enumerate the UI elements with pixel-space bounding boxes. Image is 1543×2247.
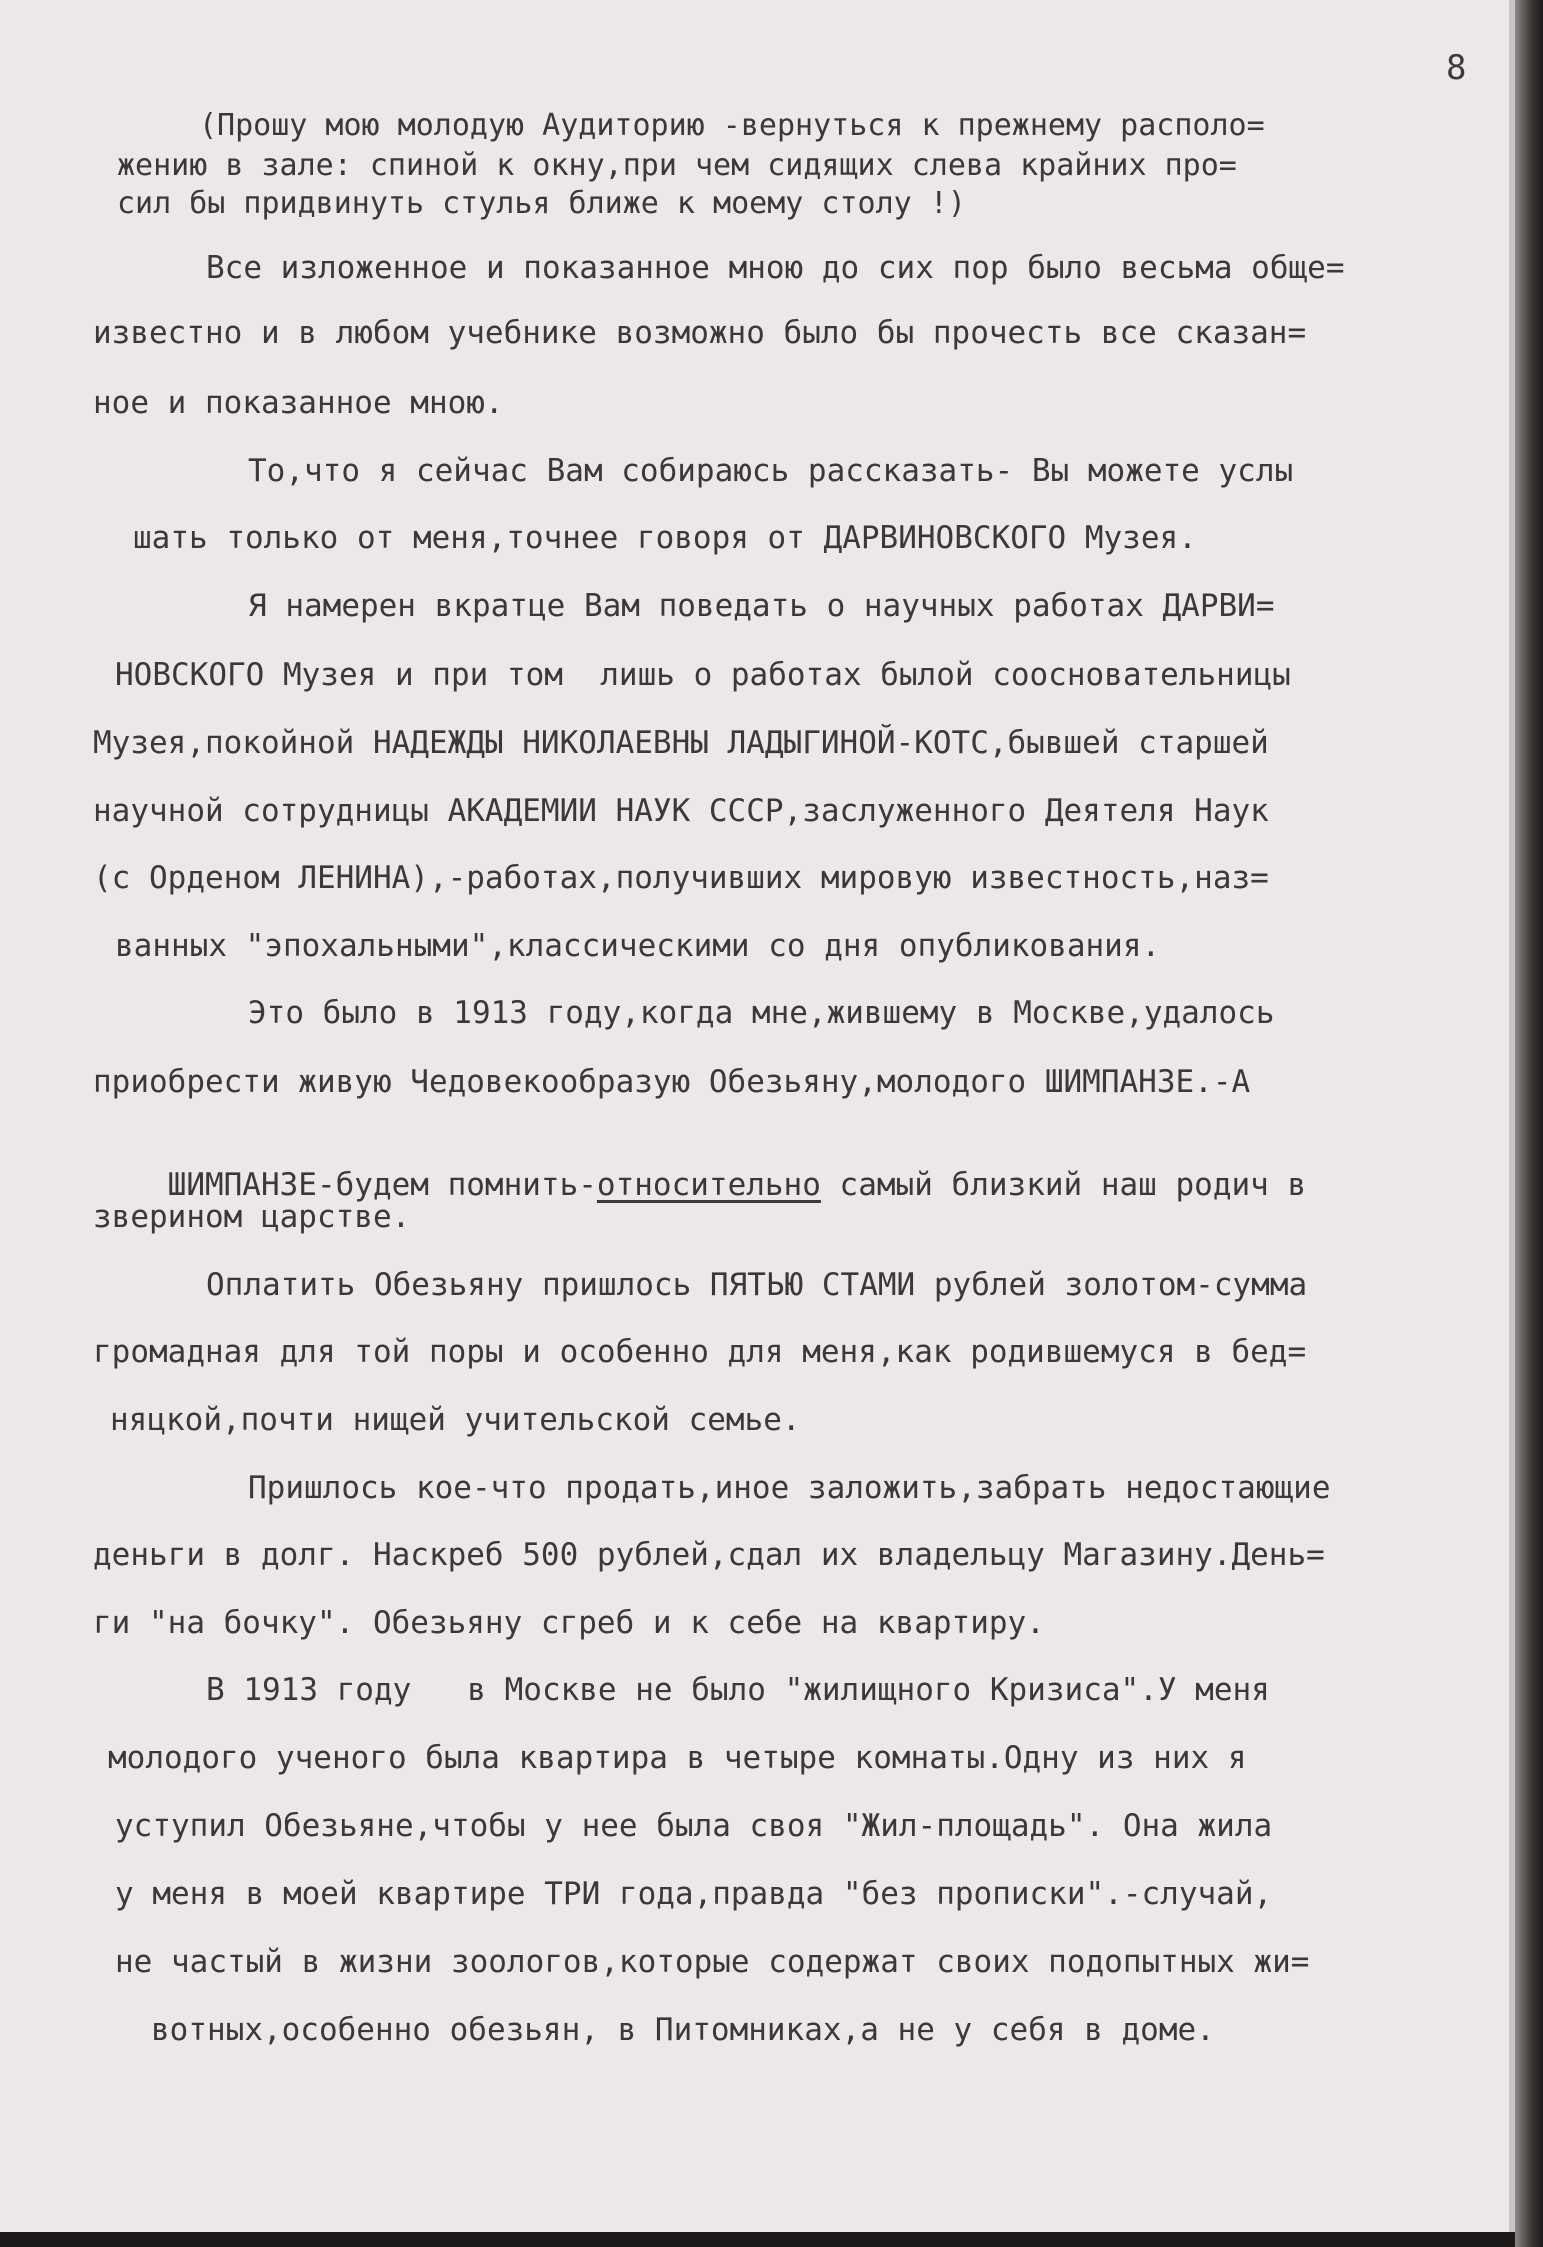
body-line-7: НОВСКОГО Музея и при том лишь о работах былой соосновательницы (115, 657, 1291, 693)
body-line-5: шать только от меня,точнее говоря от ДАРВИНОВСКОГО Музея. (133, 520, 1197, 556)
body-line-19: Пришлось кое-что продать,иное заложить,забрать недостающие (248, 1470, 1331, 1506)
body-line-21: ги "на бочку". Обезьяну сгреб и к себе на квартиру. (93, 1605, 1045, 1641)
body-line-18: няцкой,почти нищей учительской семье. (110, 1402, 801, 1438)
body-line-9: научной сотрудницы АКАДЕМИИ НАУК СССР,заслуженного Деятеля Наук (93, 793, 1269, 829)
body-line-24: уступил Обезьяне,чтобы у нее была своя "Жил-площадь". Она жила (115, 1808, 1273, 1844)
underlined-word: относительно (596, 1167, 821, 1203)
body-line-10: (с Орденом ЛЕНИНА),-работах,получивших мировую известность,наз= (93, 860, 1269, 896)
page-bottom-edge (0, 2232, 1515, 2247)
note-line-3: сил бы придвинуть стулья ближе к моему столу !) (117, 186, 966, 221)
body-line-6: Я намерен вкратце Вам поведать о научных работах ДАРВИ= (248, 588, 1275, 624)
body-line-8: Музея,покойной НАДЕЖДЫ НИКОЛАЕВНЫ ЛАДЫГИНОЙ-КОТС,бывшей старшей (93, 725, 1269, 761)
body-line-15: зверином царстве. (93, 1199, 411, 1235)
body-line-14-start: ШИМПАНЗЕ-будем помнить- (167, 1167, 597, 1203)
body-line-27: вотных,особенно обезьян, в Питомниках,а не у себя в доме. (151, 2012, 1215, 2048)
body-line-11: ванных "эпохальными",классическими со дня опубликования. (115, 928, 1161, 964)
body-line-26: не частый в жизни зоологов,которые содержат своих подопытных жи= (115, 1944, 1310, 1980)
body-line-2: известно и в любом учебнике возможно было бы прочесть все сказан= (93, 315, 1307, 351)
body-line-3: ное и показанное мною. (93, 385, 504, 421)
body-line-4: То,что я сейчас Вам собираюсь рассказать- Вы можете услы (248, 453, 1294, 489)
body-line-23: молодого ученого была квартира в четыре комнаты.Одну из них я (108, 1740, 1247, 1776)
page-edge-shadow (1515, 0, 1543, 2247)
body-line-22: В 1913 году в Москве не было "жилищного Кризиса".У меня (206, 1672, 1270, 1708)
body-line-17: громадная для той поры и особенно для меня,как родившемуся в бед= (93, 1334, 1307, 1370)
body-line-20: деньги в долг. Наскреб 500 рублей,сдал их владельцу Магазину.День= (93, 1537, 1325, 1573)
body-line-13: приобрести живую Чедовекообразую Обезьяну,молодого ШИМПАНЗЕ.-А (93, 1064, 1251, 1100)
note-line-2: жению в зале: спиной к окну,при чем сидящих слева крайних про= (117, 148, 1237, 183)
body-line-16: Оплатить Обезьяну пришлось ПЯТЬЮ СТАМИ рублей золотом-сумма (206, 1267, 1308, 1303)
body-line-25: у меня в моей квартире ТРИ года,правда "без прописки".-случай, (115, 1876, 1273, 1912)
page-number: 8 (1446, 48, 1467, 88)
body-line-1: Все изложенное и показанное мною до сих пор было весьма обще= (206, 250, 1345, 286)
body-line-14-end: самый близкий наш родич в (820, 1167, 1307, 1203)
note-line-1: (Прошу мою молодую Аудиторию -вернуться к прежнему располо= (199, 108, 1265, 143)
body-line-12: Это было в 1913 году,когда мне,жившему в Москве,удалось (248, 995, 1275, 1031)
